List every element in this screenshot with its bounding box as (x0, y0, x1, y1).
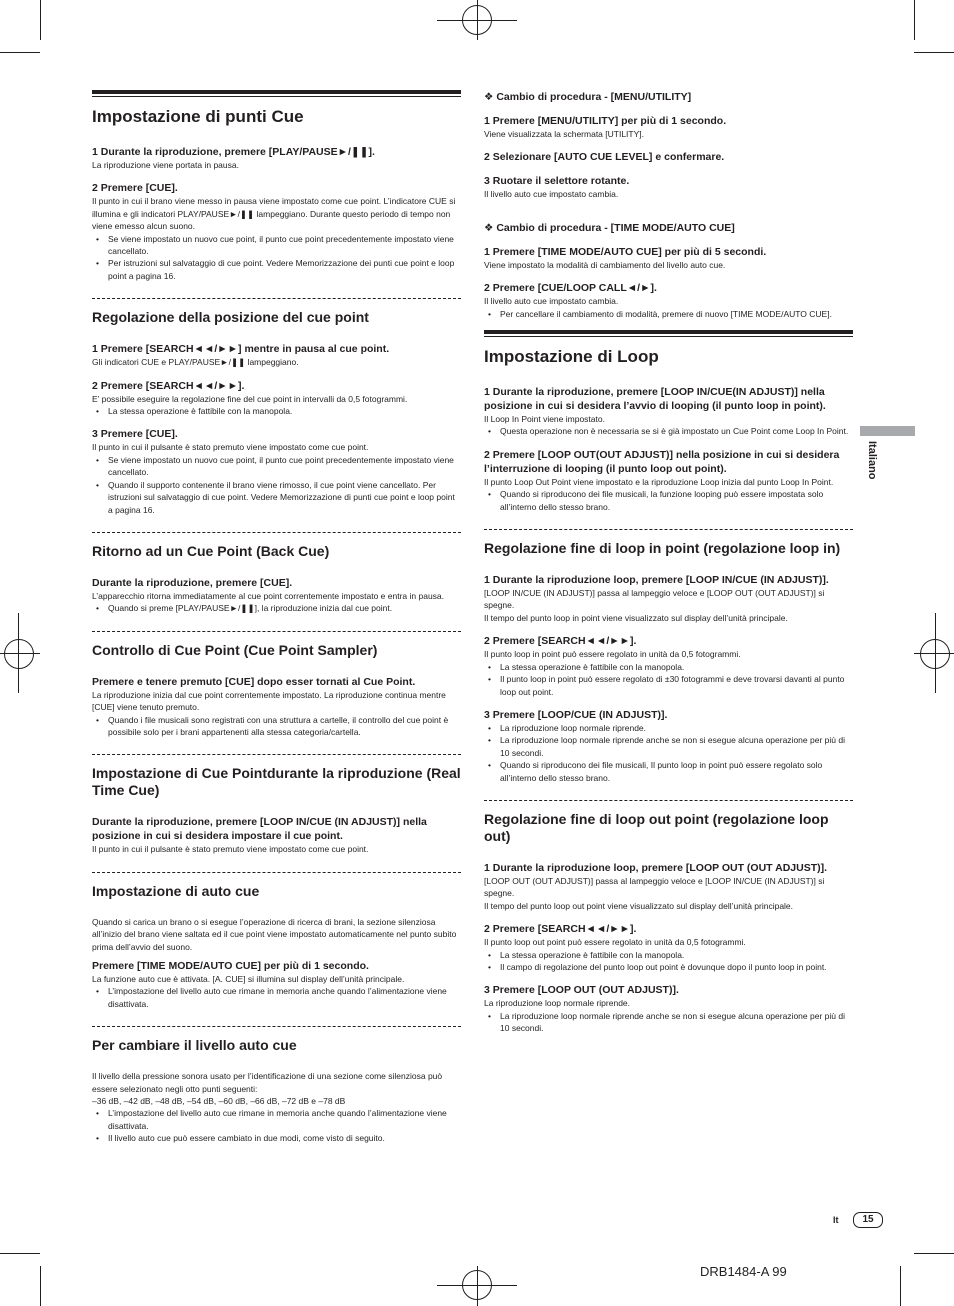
bullet-list (484, 488, 853, 513)
bullet-item: • La riproduzione loop normale riprende anche se non si esegue alcuna operazione per più di 10 secondi. (484, 1010, 853, 1035)
levels-list: –36 dB, –42 dB, –48 dB, –54 dB, –60 dB, –66 dB, –72 dB e –78 dB (92, 1096, 346, 1106)
bullet-item: • La stessa operazione è fattibile con la manopola. (484, 661, 853, 673)
crop-mark (40, 0, 41, 40)
step-desc: La funzione auto cue è attivata. [A. CUE] si illumina sul display dell’unità principale. (92, 973, 405, 984)
step: 1 Durante la riproduzione loop, premere [LOOP OUT (OUT ADJUST)]. (484, 861, 828, 874)
subsection-title: Regolazione della posizione del cue point (92, 309, 369, 326)
right-column (484, 90, 853, 1035)
procedure-title: ❖ Cambio di procedura - [TIME MODE/AUTO CUE] (484, 221, 735, 234)
page-number: 15 (853, 1212, 883, 1228)
bullet-list (484, 949, 853, 974)
bullet-list (484, 722, 853, 784)
bullet-item: • Per cancellare il cambiamento di modalità, premere di nuovo [TIME MODE/AUTO CUE]. (484, 308, 853, 320)
bullet-item: • Il campo di regolazione del punto loop out point è dovunque dopo il punto loop in point. (484, 961, 853, 973)
step: 2 Premere [CUE]. (92, 182, 178, 195)
step-desc: [LOOP IN/CUE (IN ADJUST)] passa al lampeggio veloce e [LOOP OUT (OUT ADJUST)] si spegne. (484, 588, 825, 611)
section-title-loop: Impostazione di Loop (484, 347, 659, 367)
step-desc: Viene impostato la modalità di cambiamento del livello auto cue. (484, 259, 726, 270)
divider (92, 1026, 461, 1027)
step-desc: Il punto in cui il brano viene messo in pausa viene impostato come cue point. L’indicatore CUE si illumina e gli indicatori PLAY/PAUSE►/❚❚ lampeggiano. Durante questo periodo di tempo non viene emesso alcun suono. (92, 196, 456, 232)
bullet-list (92, 1107, 461, 1144)
step: 2 Selezionare [AUTO CUE LEVEL] e confermare. (484, 151, 725, 164)
step-desc: Il tempo del punto loop in point viene visualizzato sul display dell’unità principale. (484, 612, 788, 623)
registration-circle (462, 1270, 492, 1300)
step: 1 Durante la riproduzione loop, premere [LOOP IN/CUE (IN ADJUST)]. (484, 574, 829, 587)
subsection-title: Ritorno ad un Cue Point (Back Cue) (92, 542, 330, 559)
subsection-title: Per cambiare il livello auto cue (92, 1037, 297, 1054)
step-desc: Il livello auto cue impostato cambia. (484, 189, 619, 200)
step: 1 Durante la riproduzione, premere [LOOP IN/CUE(IN ADJUST)] nella posizione in cui si desidera l’avvio di looping (il punto loop in point). (484, 386, 826, 413)
section-rule (484, 330, 853, 337)
bullet-list (92, 985, 461, 1010)
step-desc: Il punto loop in point può essere regolato in unità da 0,5 fotogrammi. (484, 649, 741, 660)
bullet-list (92, 233, 461, 283)
divider (484, 800, 853, 801)
bullet-item: • Per istruzioni sul salvataggio di cue point. Vedere Memorizzazione dei punti cue point e loop point a pagina 16. (92, 257, 461, 282)
section-title-cue-points: Impostazione di punti Cue (92, 107, 304, 126)
bullet-item: • Quando il supporto contenente il brano viene rimosso, il cue point viene cancellato. Per istruzioni sul salvataggio di cue point. Vedere Memorizzazione di punti cue point e loop point a pagina 16. (92, 479, 461, 516)
crop-mark (0, 52, 40, 53)
step-desc: Il tempo del punto loop out point viene visualizzato sul display dell’unità principale. (484, 900, 794, 911)
step-desc: Il punto Loop Out Point viene impostato e la riproduzione Loop inizia dal punto Loop In Point. (484, 476, 834, 487)
step: 2 Premere [SEARCH◄◄/►►]. (484, 635, 637, 648)
crop-mark (0, 1253, 40, 1254)
document-reference: DRB1484-A 99 (700, 1264, 787, 1279)
bullet-item: • L’impostazione del livello auto cue rimane in memoria anche quando l’alimentazione viene disattivata. (92, 1107, 461, 1132)
registration-circle (4, 639, 34, 669)
step: 3 Ruotare il selettore rotante. (484, 175, 630, 188)
bullet-item: • Se viene impostato un nuovo cue point, il punto cue point precedentemente impostato viene cancellato. (92, 233, 461, 258)
step-desc: Il punto in cui il pulsante è stato premuto viene impostato come cue point. (92, 844, 369, 855)
step: 1 Durante la riproduzione, premere [PLAY/PAUSE►/❚❚]. (92, 146, 375, 158)
step-desc: La riproduzione viene portata in pausa. (92, 160, 239, 170)
step: 2 Premere [SEARCH◄◄/►►]. (484, 923, 637, 936)
bullet-list (484, 425, 853, 437)
divider (484, 529, 853, 530)
footer-lang: It (833, 1215, 839, 1225)
divider (92, 298, 461, 299)
subsection-title: Controllo di Cue Point (Cue Point Sampler) (92, 641, 378, 658)
step: 1 Premere [TIME MODE/AUTO CUE] per più di 5 secondi. (484, 245, 767, 258)
step: 2 Premere [SEARCH◄◄/►►]. (92, 379, 245, 392)
bullet-item: • L’impostazione del livello auto cue rimane in memoria anche quando l’alimentazione viene disattivata. (92, 985, 461, 1010)
bullet-list (92, 602, 461, 614)
step-desc: E’ possibile eseguire la regolazione fine del cue point in intervalli da 0,5 fotogrammi. (92, 393, 408, 404)
crop-mark (40, 1266, 41, 1306)
step-desc: Viene visualizzata la schermata [UTILITY]. (484, 129, 644, 139)
subsection-title: Impostazione di auto cue (92, 882, 260, 899)
bullet-list (484, 308, 853, 320)
step: Premere [TIME MODE/AUTO CUE] per più di 1 secondo. (92, 959, 369, 972)
registration-circle (462, 5, 492, 35)
step: 1 Premere [MENU/UTILITY] per più di 1 secondo. (484, 115, 727, 127)
crop-mark (900, 1266, 901, 1306)
bullet-list (92, 405, 461, 417)
step-desc: La riproduzione loop normale riprende. (484, 998, 631, 1009)
registration-circle (920, 639, 950, 669)
step-desc: Il livello auto cue impostato cambia. (484, 296, 619, 307)
bullet-item: • Questa operazione non è necessaria se si è già impostato un Cue Point come Loop In Point. (484, 425, 853, 437)
divider (92, 754, 461, 755)
bullet-item: • La stessa operazione è fattibile con la manopola. (92, 405, 461, 417)
step: 3 Premere [LOOP/CUE (IN ADJUST)]. (484, 708, 668, 721)
step-desc: L’apparecchio ritorna immediatamente al cue point correntemente impostato e entra in pausa. (92, 590, 445, 601)
bullet-item: • La stessa operazione è fattibile con la manopola. (484, 949, 853, 961)
step: 3 Premere [CUE]. (92, 428, 178, 441)
step: 1 Premere [SEARCH◄◄/►►] mentre in pausa al cue point. (92, 343, 390, 356)
bullet-item: • Quando si riproducono dei file musicali, la funzione looping può essere impostata solo all’interno dello stesso brano. (484, 488, 853, 513)
bullet-item: • Il livello auto cue può essere cambiato in due modi, come visto di seguito. (92, 1132, 461, 1144)
bullet-list (92, 454, 461, 516)
procedure-title: ❖ Cambio di procedura - [MENU/UTILITY] (484, 91, 692, 103)
bullet-list (92, 714, 461, 739)
paragraph: Quando si carica un brano o si esegue l’operazione di ricerca di brani, la sezione silenziosa all’inizio del brano viene saltata ed il cue point viene impostato automaticamente nel punto subito prima dell’avvio del suono. (92, 916, 457, 952)
bullet-list (484, 661, 853, 698)
step-desc: [LOOP OUT (OUT ADJUST)] passa al lampeggio veloce e [LOOP IN/CUE (IN ADJUST)] si spegne. (484, 875, 825, 899)
bullet-item: • Quando si preme [PLAY/PAUSE►/❚❚], la riproduzione inizia dal cue point. (92, 602, 461, 614)
subsection-title: Impostazione di Cue Pointdurante la riproduzione (Real Time Cue) (92, 765, 461, 799)
step: 3 Premere [LOOP OUT (OUT ADJUST)]. (484, 984, 679, 997)
bullet-item: • La riproduzione loop normale riprende. (484, 722, 853, 734)
language-label: Italiano (866, 441, 878, 480)
subsection-title: Regolazione fine di loop in point (regolazione loop in) (484, 540, 841, 557)
step: 2 Premere [CUE/LOOP CALL◄/►]. (484, 282, 657, 295)
divider (92, 872, 461, 873)
language-tab (860, 426, 915, 436)
step: Premere e tenere premuto [CUE] dopo esser tornati al Cue Point. (92, 675, 416, 688)
divider (92, 532, 461, 533)
divider (92, 631, 461, 632)
crop-mark (914, 0, 915, 40)
left-column (92, 90, 461, 1145)
step: Durante la riproduzione, premere [CUE]. (92, 576, 293, 589)
bullet-item: • Il punto loop in point può essere regolato di ±30 fotogrammi e deve trovarsi davanti al punto loop out point. (484, 673, 853, 698)
bullet-item: • Quando i file musicali sono registrati con una struttura a cartelle, il controllo del cue point è possibile solo per i brani appartenenti alla stessa categoria/cartella. (92, 714, 461, 739)
step-desc: Il punto in cui il pulsante è stato premuto viene impostato come cue point. (92, 442, 369, 453)
section-rule (92, 90, 461, 97)
bullet-item: • Se viene impostato un nuovo cue point, il punto cue point precedentemente impostato viene cancellato. (92, 454, 461, 479)
subsection-title: Regolazione fine di loop out point (regolazione loop out) (484, 810, 829, 844)
step: 2 Premere [LOOP OUT(OUT ADJUST)] nella posizione in cui si desidera l’interruzione di looping (il punto loop out point). (484, 448, 840, 475)
crop-mark (914, 52, 954, 53)
bullet-item: • Quando si riproducono dei file musicali, Il punto loop in point può essere regolato solo all’interno dello stesso brano. (484, 759, 853, 784)
step-desc: Gli indicatori CUE e PLAY/PAUSE►/❚❚ lampeggiano. (92, 357, 299, 368)
step: Durante la riproduzione, premere [LOOP IN/CUE (IN ADJUST)] nella posizione in cui si desidera impostare il cue point. (92, 816, 427, 843)
bullet-item: • La riproduzione loop normale riprende anche se non si esegue alcuna operazione per più di 10 secondi. (484, 734, 853, 759)
paragraph: Il livello della pressione sonora usato per l’identificazione di una sezione come silenziosa può essere selezionato negli otto punti seguenti: (92, 1071, 443, 1094)
step-desc: Il punto loop out point può essere regolato in unità da 0,5 fotogrammi. (484, 937, 746, 948)
step-desc: Il Loop In Point viene impostato. (484, 414, 605, 425)
crop-mark (914, 1253, 954, 1254)
step-desc: La riproduzione inizia dal cue point correntemente impostato. La riproduzione continua mentre [CUE] viene tenuto premuto. (92, 689, 446, 713)
bullet-list (484, 1010, 853, 1035)
